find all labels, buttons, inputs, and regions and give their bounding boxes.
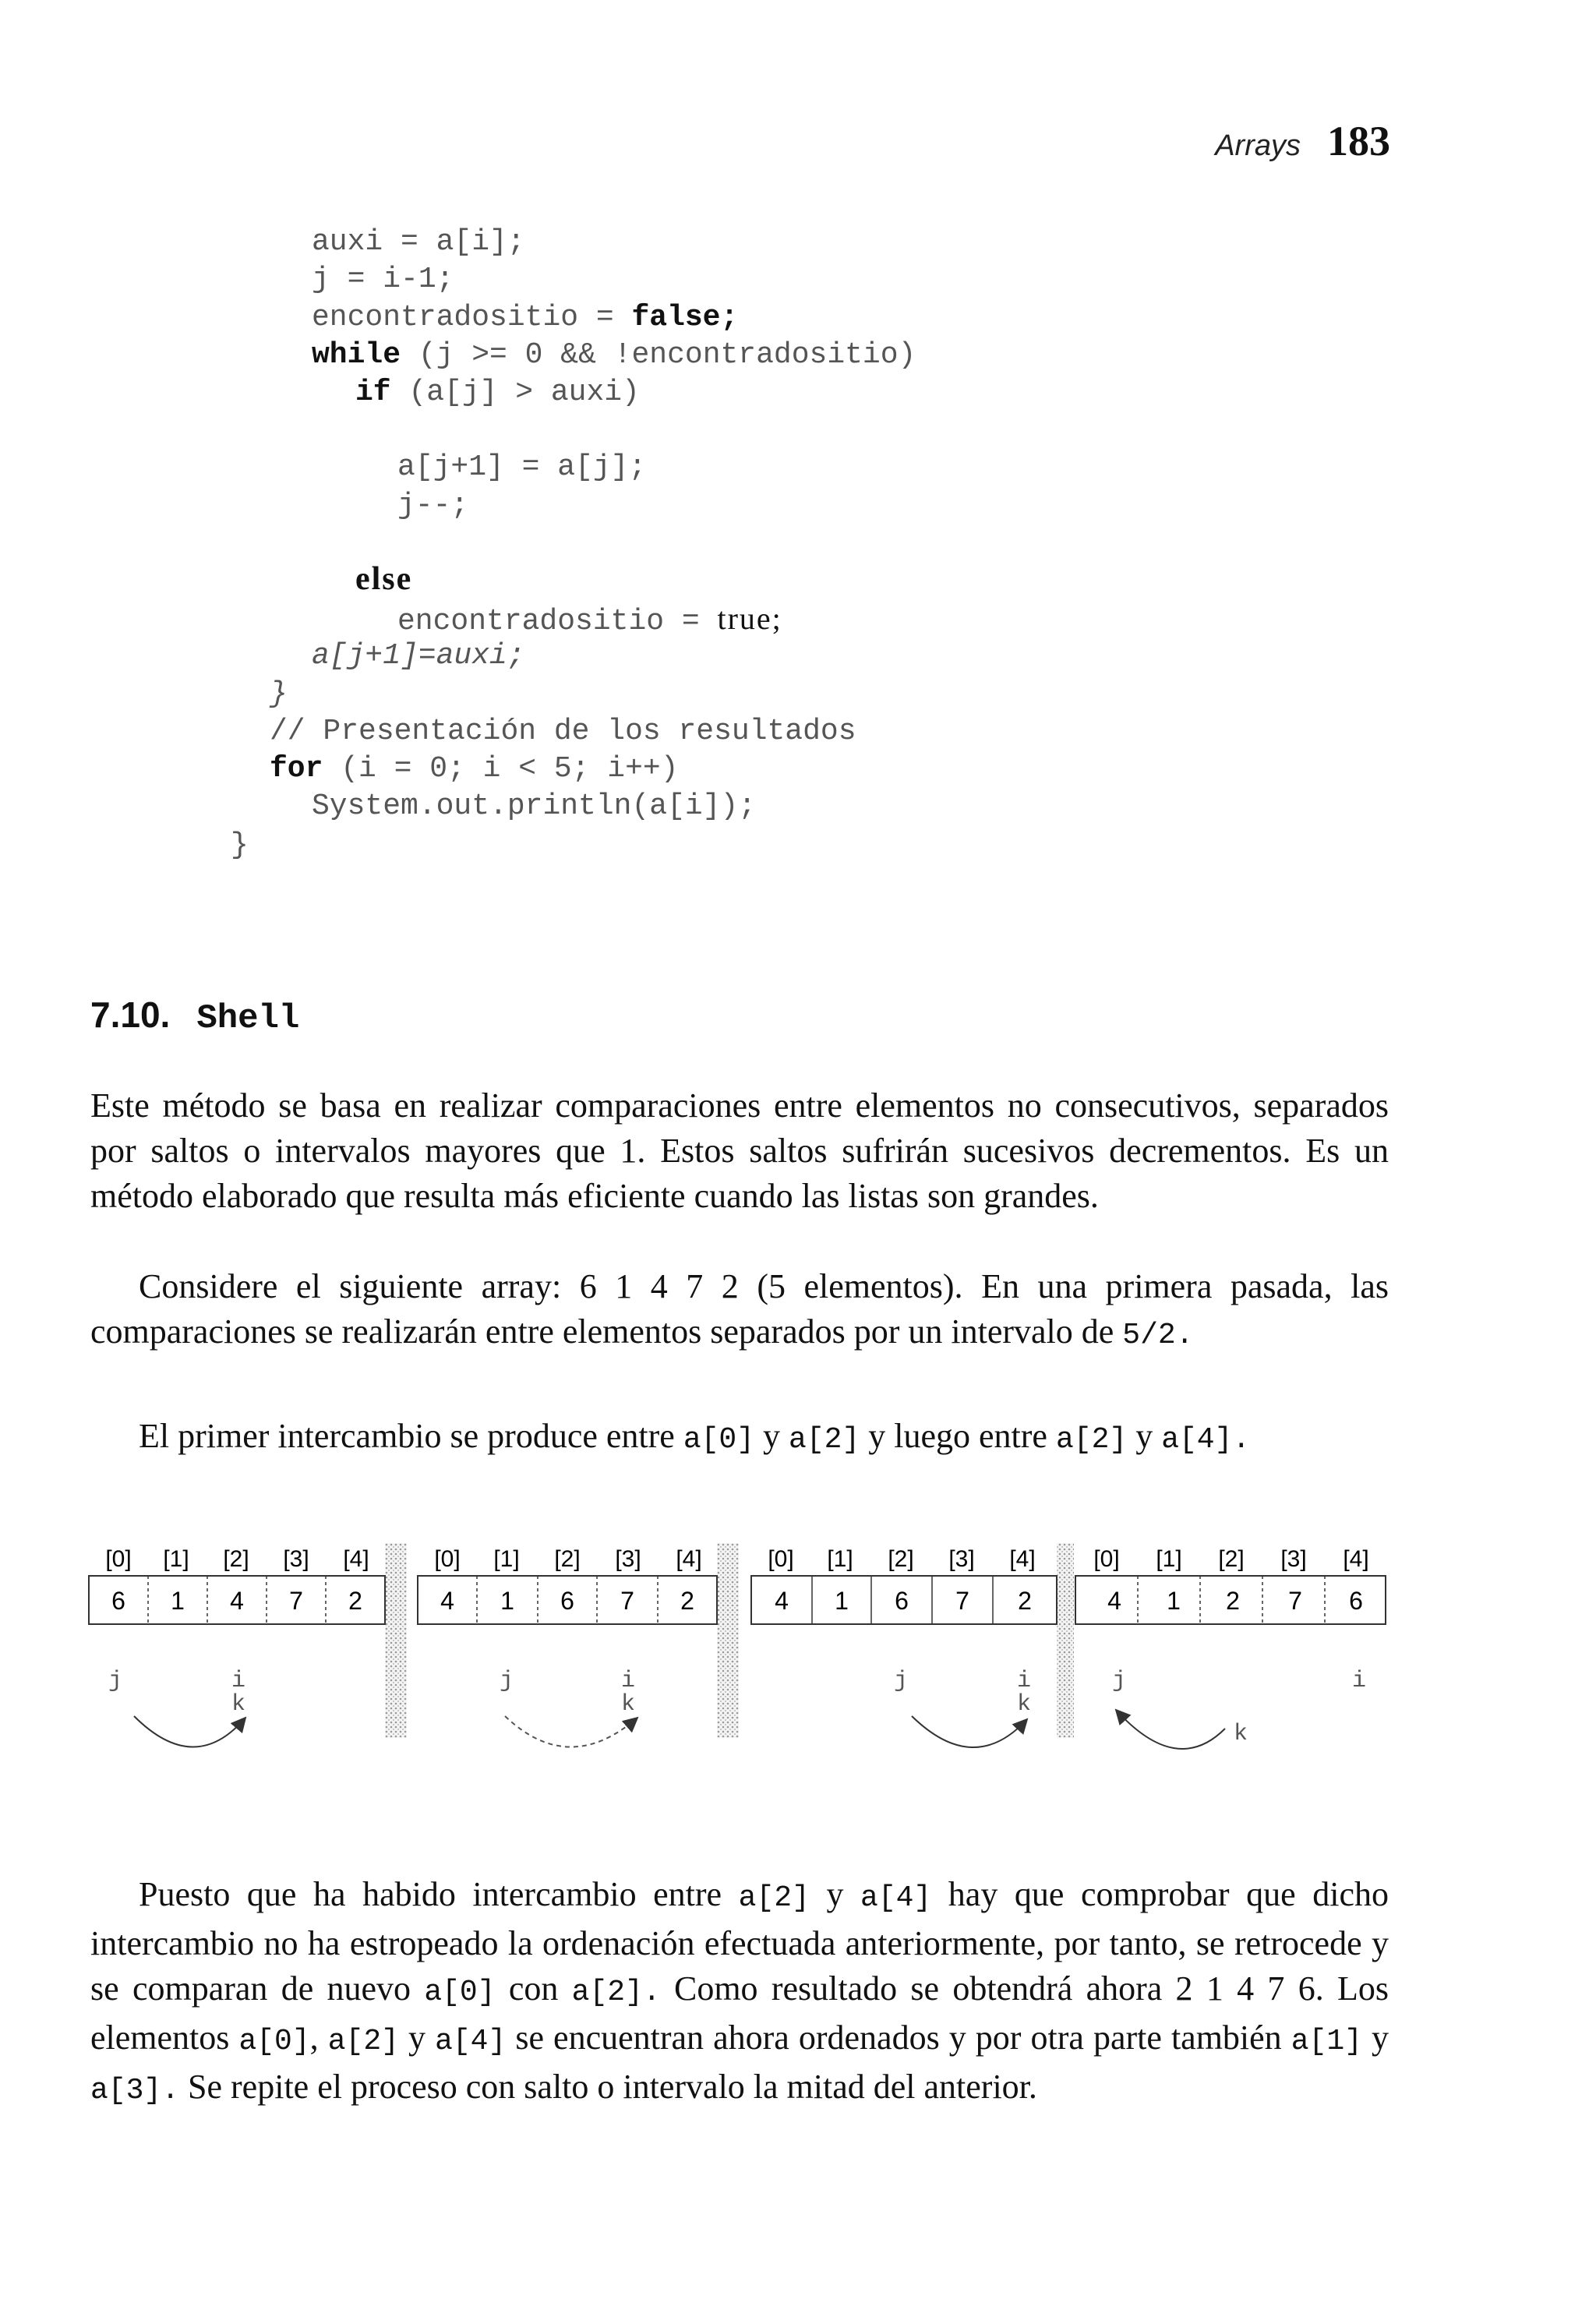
code-line: System.out.println(a[i]); (312, 789, 757, 823)
array-cell: 6 (111, 1587, 125, 1615)
array-cell: 7 (289, 1587, 303, 1615)
section-title: Shell (196, 999, 300, 1038)
array-cell: 7 (1288, 1587, 1302, 1615)
code-comment: // Presentación de los resultados (270, 715, 856, 748)
inline-code: a[3]. (90, 2074, 180, 2107)
code-line (312, 338, 916, 372)
paragraph (90, 1872, 1389, 2114)
array-cell: 4 (440, 1587, 454, 1615)
code-line: j--; (397, 489, 469, 522)
array-cell: 2 (348, 1587, 362, 1615)
code-keyword: if (355, 376, 391, 409)
swap-arrow (1116, 1710, 1225, 1749)
code-text: (j >= 0 && !encontradositio) (401, 338, 916, 372)
code-keyword: for (270, 752, 323, 786)
inline-code: a[0] (238, 2025, 310, 2058)
inline-code: a[0] (683, 1423, 755, 1457)
paragraph (90, 1414, 1389, 1463)
inline-code: 5/2. (1122, 1319, 1194, 1352)
code-line: j = i-1; (312, 263, 454, 296)
index-label: [1] (827, 1546, 853, 1572)
pointer-label: i (1016, 1668, 1032, 1694)
array-cell: 7 (955, 1587, 969, 1615)
index-label: [3] (283, 1546, 309, 1572)
section-heading (90, 994, 299, 1038)
index-label: [3] (615, 1546, 641, 1572)
array-cell: 1 (835, 1587, 849, 1615)
code-line (355, 378, 640, 408)
paragraph-text: y (754, 1417, 789, 1455)
code-line (397, 603, 782, 637)
section-number: 7.10. (90, 994, 171, 1035)
paragraph-text: Considere el siguiente array: 6 1 4 7 2 (5 elementos). En una primera pasada, las comparaciones se realizarán entre elementos separados por un intervalo de (90, 1267, 1389, 1351)
inline-code: a[1] (1291, 2025, 1362, 2058)
paragraph-text: hay que comprobar que dicho intercambio no ha estropeado la ordenación efectuada anteriormente, por tanto, se retrocede y se comparan de nuevo (90, 1875, 1389, 2008)
swap-arrow (505, 1716, 637, 1747)
inline-code: a[2] (327, 2025, 399, 2058)
paragraph-text: se encuentran ahora ordenados y por otra parte también (506, 2018, 1291, 2057)
paragraph: Este método se basa en realizar comparaciones entre elementos no consecutivos, separados por saltos o intervalos mayores que 1. Estos saltos sufrirán sucesivos decrementos. Es un método elaborado que resulta más eficiente cuando las listas son grandes. (90, 1086, 1389, 1215)
index-label: [2] (223, 1546, 249, 1572)
stage-separator (717, 1543, 739, 1738)
array-stage-4 (1075, 1546, 1386, 1749)
pointer-label: i (1351, 1668, 1367, 1694)
index-label: [1] (493, 1546, 520, 1572)
index-label: [4] (676, 1546, 702, 1572)
code-keyword: while (312, 338, 401, 372)
paragraph-text: , (309, 2018, 328, 2057)
inline-code: a[4] (860, 1881, 932, 1915)
array-stage-3 (751, 1546, 1057, 1747)
index-label: [4] (343, 1546, 369, 1572)
array-cell: 6 (1349, 1587, 1363, 1615)
code-line (270, 754, 679, 784)
code-keyword: false; (631, 301, 739, 334)
inline-code: a[2] (789, 1423, 860, 1457)
array-cell: 2 (680, 1587, 694, 1615)
pointer-label: i (231, 1668, 246, 1694)
page-number: 183 (1327, 118, 1390, 164)
code-line: } (231, 828, 249, 862)
index-label: [0] (768, 1546, 794, 1572)
array-cell: 6 (895, 1587, 909, 1615)
array-cell: 1 (500, 1587, 514, 1615)
pointer-label: k (1233, 1721, 1248, 1747)
paragraph (90, 1264, 1389, 1358)
array-cell: 7 (620, 1587, 634, 1615)
pointer-label: j (893, 1668, 909, 1694)
index-label: [0] (1093, 1546, 1120, 1572)
code-line: a[j+1]=auxi; (312, 639, 525, 673)
code-text: encontradositio = (397, 605, 718, 638)
paragraph-text: y (1127, 1417, 1162, 1455)
paragraph-text: y (809, 1875, 861, 1913)
running-title: Arrays (1215, 129, 1301, 162)
paragraph-text: y (1361, 2018, 1389, 2057)
code-keyword: true; (717, 601, 782, 636)
running-head (1215, 117, 1390, 165)
stage-separator (1057, 1543, 1074, 1738)
index-label: [4] (1009, 1546, 1036, 1572)
index-label: [0] (105, 1546, 132, 1572)
code-line (312, 303, 738, 333)
shell-sort-diagram (86, 1543, 1403, 1777)
index-label: [1] (163, 1546, 189, 1572)
code-text: (a[j] > auxi) (390, 376, 640, 409)
pointer-label: j (499, 1668, 514, 1694)
inline-code: a[4]. (1161, 1423, 1251, 1457)
inline-code: a[2] (738, 1881, 810, 1915)
paragraph-text: y luego entre (860, 1417, 1056, 1455)
array-cell: 4 (1107, 1587, 1121, 1615)
inline-code: a[4] (435, 2025, 507, 2058)
index-label: [2] (1218, 1546, 1245, 1572)
inline-code: a[0] (424, 1976, 496, 2009)
code-line: } (270, 677, 288, 711)
array-cell: 1 (1167, 1587, 1181, 1615)
array-cell: 4 (775, 1587, 789, 1615)
index-label: [2] (554, 1546, 581, 1572)
array-stage-1 (89, 1546, 385, 1747)
pointer-label: k (1016, 1691, 1032, 1718)
index-label: [3] (948, 1546, 975, 1572)
code-line: auxi = a[i]; (312, 225, 525, 259)
array-cell: 4 (230, 1587, 244, 1615)
pointer-label: j (108, 1668, 123, 1694)
code-text: encontradositio = (312, 301, 632, 334)
index-label: [0] (434, 1546, 461, 1572)
index-label: [1] (1156, 1546, 1182, 1572)
inline-code: a[2]. (571, 1976, 661, 2009)
swap-arrow (912, 1716, 1027, 1747)
array-cell: 6 (560, 1587, 574, 1615)
code-text: (i = 0; i < 5; i++) (323, 752, 679, 786)
paragraph-text: y (398, 2018, 436, 2057)
pointer-label: j (1111, 1668, 1127, 1694)
array-cell: 1 (171, 1587, 185, 1615)
index-label: [4] (1343, 1546, 1369, 1572)
array-stage-2 (418, 1546, 717, 1747)
paragraph-text: con (495, 1969, 572, 2008)
pointer-label: k (231, 1691, 246, 1718)
pointer-label: i (620, 1668, 636, 1694)
array-cell: 2 (1018, 1587, 1032, 1615)
array-cell: 2 (1226, 1587, 1240, 1615)
stage-separator (385, 1543, 407, 1738)
pointer-label: k (620, 1691, 636, 1718)
index-label: [3] (1280, 1546, 1307, 1572)
code-line: a[j+1] = a[j]; (397, 450, 647, 484)
paragraph-text: Puesto que ha habido intercambio entre (139, 1875, 739, 1913)
swap-arrow (134, 1716, 245, 1747)
code-keyword: else (355, 561, 413, 597)
paragraph-text: Se repite el proceso con salto o intervalo la mitad del anterior. (179, 2068, 1037, 2106)
index-label: [2] (888, 1546, 914, 1572)
paragraph-text: El primer intercambio se produce entre (139, 1417, 683, 1455)
inline-code: a[2] (1055, 1423, 1128, 1457)
paragraph-text: Como resultado se obtendrá ahora 2 1 4 7 6. Los elementos (90, 1969, 1389, 2057)
